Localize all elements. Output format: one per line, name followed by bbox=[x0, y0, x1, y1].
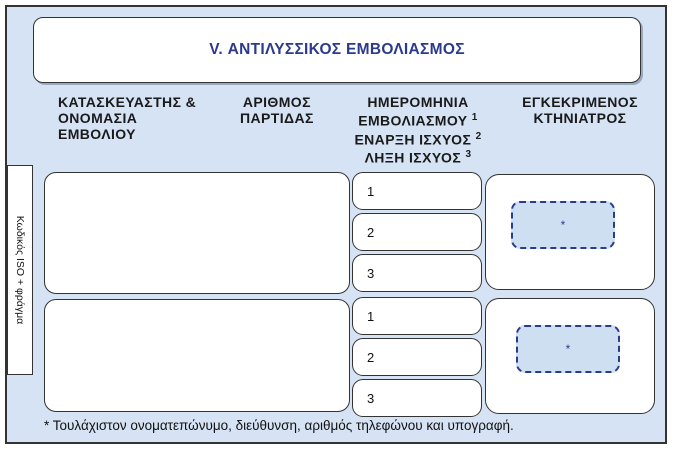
entry-1-manufacturer-batch-field[interactable] bbox=[44, 172, 350, 294]
header-dates bbox=[338, 94, 498, 166]
header-manufacturer-line3: ΕΜΒΟΛΙΟΥ bbox=[58, 126, 136, 142]
header-manufacturer bbox=[58, 94, 196, 142]
header-dates-mark-3: 3 bbox=[465, 149, 472, 161]
header-dates-line1: ΗΜΕΡΟΜΗΝΙΑ bbox=[367, 94, 469, 110]
header-dates-mark-1: 1 bbox=[471, 112, 478, 123]
header-vet-line1: ΕΓΚΕΚΡΙΜΕΝΟΣ bbox=[522, 94, 638, 110]
entry-1-stamp-mark: * bbox=[560, 218, 566, 232]
header-vet-line2: ΚΤΗΝΙΑΤΡΟΣ bbox=[533, 110, 627, 126]
footnote: * Τουλάχιστον ονοματεπώνυμο, διεύθυνση, αριθμός τηλεφώνου και υπογραφή. bbox=[44, 418, 514, 433]
header-batch-line2: ΠΑΡΤΙΔΑΣ bbox=[240, 110, 314, 126]
entry-2-stamp-mark: * bbox=[565, 342, 571, 356]
entry-1-date-slot-1-label: 1 bbox=[367, 183, 375, 199]
iso-code-side-label: Κωδικός ISO + φράγμα bbox=[14, 215, 26, 325]
header-dates-line3: ΕΝΑΡΞΗ ΙΣΧΥΟΣ bbox=[354, 131, 472, 148]
entry-1-date-slot-2-label: 2 bbox=[367, 224, 375, 240]
entry-1-date-slot-3[interactable] bbox=[352, 254, 482, 292]
entry-1-date-slot-1[interactable] bbox=[352, 172, 482, 210]
header-dates-line2: ΕΜΒΟΛΙΑΣΜΟΥ bbox=[358, 112, 468, 129]
entry-2-stamp-area[interactable] bbox=[516, 325, 620, 373]
section-title: V. ΑΝΤΙΛΥΣΣΙΚΟΣ ΕΜΒΟΛΙΑΣΜΟΣ bbox=[209, 41, 465, 58]
header-manufacturer-line2: ΟΝΟΜΑΣΙΑ bbox=[58, 110, 138, 126]
iso-code-side-tab bbox=[7, 165, 33, 375]
header-dates-mark-2: 2 bbox=[475, 130, 482, 142]
entry-2-date-slot-3-label: 3 bbox=[367, 390, 375, 406]
header-batch-line1: ΑΡΙΘΜΟΣ bbox=[242, 94, 311, 110]
entry-2-date-slot-2-label: 2 bbox=[367, 349, 375, 365]
header-vet bbox=[505, 94, 655, 126]
entry-1-date-slot-3-label: 3 bbox=[367, 265, 375, 281]
entry-2-manufacturer-batch-field[interactable] bbox=[44, 299, 350, 412]
header-dates-line4: ΛΗΞΗ ΙΣΧΥΟΣ bbox=[364, 149, 462, 166]
entry-2-date-slot-3[interactable] bbox=[352, 379, 482, 417]
entry-2-date-slot-1[interactable] bbox=[352, 297, 482, 335]
entry-1-vet-field[interactable] bbox=[485, 174, 655, 290]
entry-1-stamp-area[interactable] bbox=[511, 201, 615, 249]
entry-2-date-slot-2[interactable] bbox=[352, 338, 482, 376]
entry-1-date-slot-2[interactable] bbox=[352, 213, 482, 251]
header-manufacturer-line1: ΚΑΤΑΣΚΕΥΑΣΤΗΣ & bbox=[58, 94, 197, 110]
section-title-box bbox=[33, 17, 641, 83]
header-batch bbox=[240, 94, 314, 126]
entry-2-vet-field[interactable] bbox=[485, 298, 655, 414]
entry-2-date-slot-1-label: 1 bbox=[367, 308, 375, 324]
